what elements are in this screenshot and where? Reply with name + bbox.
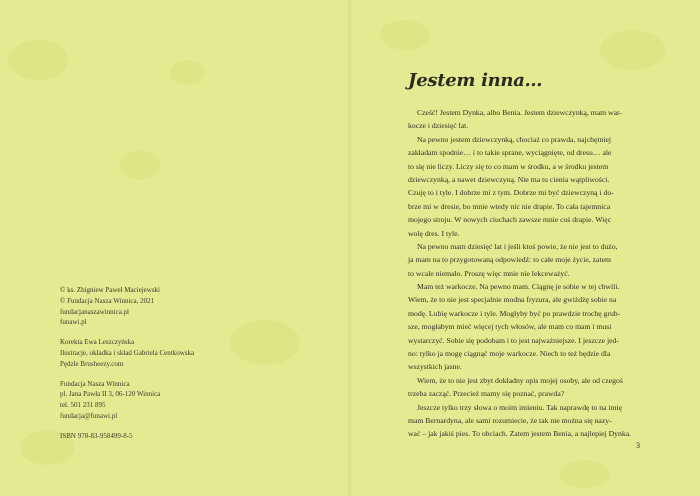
paint-splatter (380, 20, 430, 50)
text-line: no: tylko ja mogę ciągnąć moje warkocze. Niech to też będzie dla (408, 349, 611, 359)
text-line: sze, mogłabym mieć więcej tych włosów, ale mam co mam i musi (408, 322, 612, 332)
text-line: wszystkich jasne. (408, 362, 462, 372)
colophon-line: pl. Jana Pawła II 3, 06-120 Winnica (60, 390, 161, 399)
text-line: wolę dres. I tyle. (408, 228, 460, 238)
colophon-gap (60, 370, 300, 379)
colophon-line: Korekta Ewa Leszczyńska (60, 338, 135, 347)
text-line: Wiem, że to nie jest zbyt dokładny opis mojej osoby, ale od czegoś (417, 375, 623, 385)
text-line: Na pewno jestem dziewczynką, chociaż co prawda, najchętniej (417, 134, 612, 144)
colophon-line: Ilustracje, okładka i skład Gabriela Centkowska (60, 348, 195, 357)
colophon-line: © ks. Zbigniew Paweł Maciejewski (60, 286, 160, 294)
chapter-title: Jestem inna… (408, 70, 543, 91)
text-line: to wcale niemało. Proszę więc mnie nie lekceważyć. (408, 268, 570, 278)
colophon-line: Pędzle Brusheezy.com (60, 359, 124, 368)
text-line: Wiem, że to nie jest specjalnie modna fryzura, ale gwiżdżę sobie na (408, 295, 617, 305)
text-line: Na pewno mam dziesięć lat i jeśli ktoś powie, że nie jest to dużo, (417, 241, 618, 251)
text-line: zakładam spodnie… i to takie sprane, wyciągnięte, od dresu… ale (408, 148, 612, 158)
paint-splatter (120, 150, 160, 180)
text-line: Czuję to i tyle. I dobrze mi z tym. Dobrze mi być dziewczyną i do- (408, 188, 614, 198)
chapter-body (408, 106, 652, 441)
book-gutter (348, 0, 352, 496)
colophon-line: tel. 501 231 895 (60, 401, 106, 410)
colophon-line: Fundacja Nasza Winnica (60, 379, 130, 388)
text-line: wystarczyć. Sobie się podobam i to jest najważniejsze. I jeszcze jed- (408, 335, 619, 345)
text-line: trzeba zacząć. Przecież mamy się poznać, prawda? (408, 389, 565, 399)
text-line: mojego stroju. W nowych ciuchach zawsze mnie coś drapie. Więc (408, 215, 612, 225)
colophon (60, 285, 300, 442)
text-line: dziewczynką, a nawet dziewczyną. Nie ma tu cienia wątpliwości. (408, 174, 610, 184)
colophon-line: fundacja@funawi.pl (60, 411, 118, 420)
paint-splatter (170, 60, 205, 85)
paint-splatter (600, 30, 665, 70)
colophon-line: ISBN 978-83-958499-8-5 (60, 431, 133, 440)
colophon-line: fundacjanaszawinnica.pl (60, 307, 129, 316)
text-line: wać – jak jakiś pies. To obciach. Zatem jestem Benia, a najlepiej Dynka. (408, 429, 632, 439)
text-line: Jeszcze tylko trzy słowa o moim imieniu. Tak naprawdę to na imię (417, 402, 623, 412)
text-line: modę. Lubię warkocze i tyle. Mogłyby być po prawdzie trochę grub- (408, 308, 621, 318)
text-line: Cześć! Jestem Dynka, albo Benia. Jestem dziewczynką, mam war- (417, 108, 622, 117)
colophon-line: © Fundacja Nasza Winnica, 2021 (60, 296, 155, 305)
text-line: ja mam na to przygotowaną odpowiedź: to całe moje życie, zatem (408, 255, 611, 265)
text-line: mam Bernardyna, ale sami rozumiecie, że tak nie można się nazy- (408, 415, 612, 425)
colophon-gap (60, 422, 300, 431)
paint-splatter (8, 40, 68, 80)
text-line: to się nie liczy. Liczy się to co mam w środku, a w środku jestem (408, 161, 609, 171)
text-line: Mam też warkocze. Na pewno mam. Ciągnę je sobie w tej chwili. (417, 282, 620, 292)
colophon-gap (60, 328, 300, 337)
text-line: brze mi w dresie, bo mnie wtedy nic nie drapie. To cała tajemnica (408, 201, 611, 211)
paint-splatter (560, 460, 610, 488)
text-line: kocze i dziesięć lat. (408, 121, 469, 131)
page-number: 3 (636, 441, 640, 450)
colophon-line: funawi.pl (60, 318, 87, 327)
